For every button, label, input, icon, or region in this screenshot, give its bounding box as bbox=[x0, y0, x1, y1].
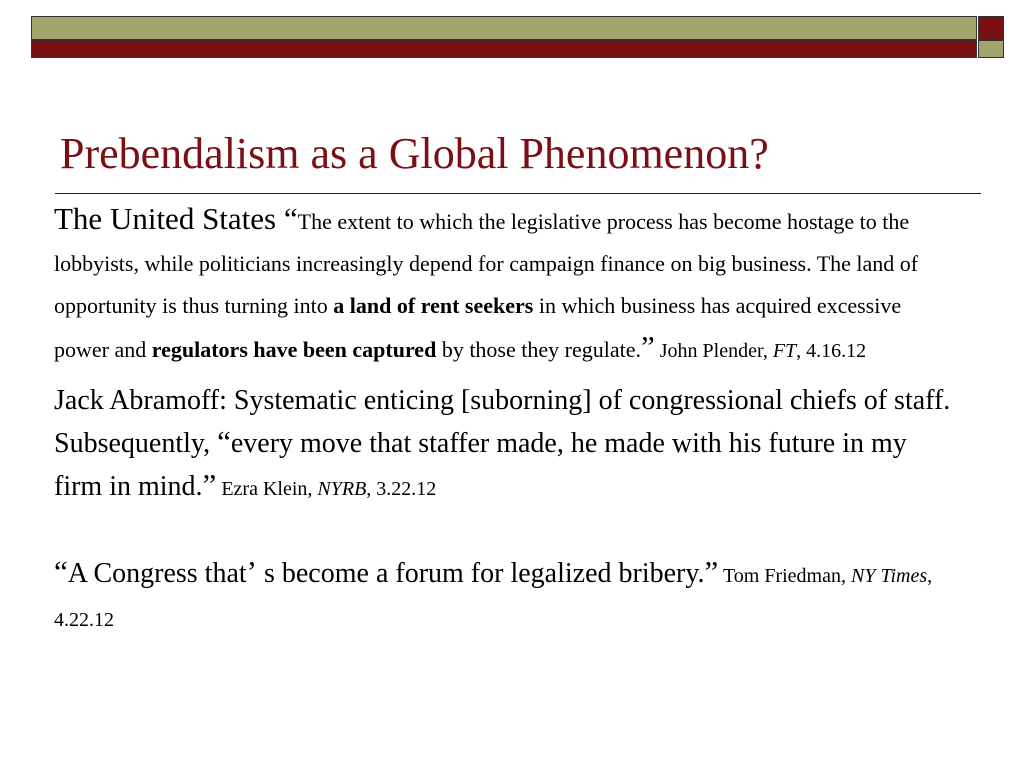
paragraph-lead: The United States bbox=[54, 201, 284, 236]
source-author: Ezra Klein, bbox=[216, 478, 318, 500]
close-quote: ” bbox=[640, 329, 655, 364]
quote-text: The extent to which the legislative process has become hostage to the lobbyists, while politicians increasingly depend for campaign finance on big business. The land of opportunity is thus turning into bbox=[54, 209, 919, 318]
quote-text: every move that staffer made, he made with his future in my firm in mind. bbox=[54, 428, 907, 502]
paragraph-united-states bbox=[54, 198, 954, 372]
source-date: , 4.22.12 bbox=[54, 565, 933, 631]
quote-text: by those they regulate. bbox=[436, 337, 641, 362]
paragraph-friedman bbox=[54, 551, 954, 641]
header-square-maroon bbox=[978, 16, 1004, 40]
close-quote: ” bbox=[202, 467, 217, 502]
quote-text: A Congress that bbox=[67, 558, 247, 589]
header-bar-maroon bbox=[31, 40, 977, 58]
source-date: , 4.16.12 bbox=[796, 340, 867, 362]
open-quote: “ bbox=[217, 424, 231, 459]
header-square-olive bbox=[978, 40, 1004, 58]
source-publication: FT bbox=[772, 340, 797, 362]
source-date: , 3.22.12 bbox=[366, 478, 437, 500]
source-publication: NY Times bbox=[850, 565, 928, 587]
paragraph-text: Jack Abramoff: Systematic enticing [suborning] of congressional chiefs of staff. Subsequently, bbox=[54, 385, 951, 459]
open-quote: “ bbox=[283, 201, 298, 236]
slide-body bbox=[54, 198, 954, 641]
open-quote: “ bbox=[54, 554, 68, 589]
source-publication: NYRB bbox=[317, 478, 367, 500]
source-author: John Plender, bbox=[654, 340, 773, 362]
quote-text: s become a forum for legalized bribery. bbox=[256, 558, 705, 589]
close-quote: ” bbox=[704, 554, 719, 589]
source-author: Tom Friedman, bbox=[718, 565, 851, 587]
apostrophe: ’ bbox=[246, 554, 257, 589]
slide-title: Prebendalism as a Global Phenomenon? bbox=[60, 129, 769, 178]
quote-bold-text: regulators have been captured bbox=[151, 337, 437, 362]
paragraph-abramoff bbox=[54, 380, 954, 510]
quote-text: in which business has acquired excessive power and bbox=[54, 293, 902, 362]
quote-bold-text: a land of rent seekers bbox=[333, 293, 534, 318]
header-bar-olive bbox=[31, 16, 977, 40]
title-divider bbox=[55, 193, 981, 194]
